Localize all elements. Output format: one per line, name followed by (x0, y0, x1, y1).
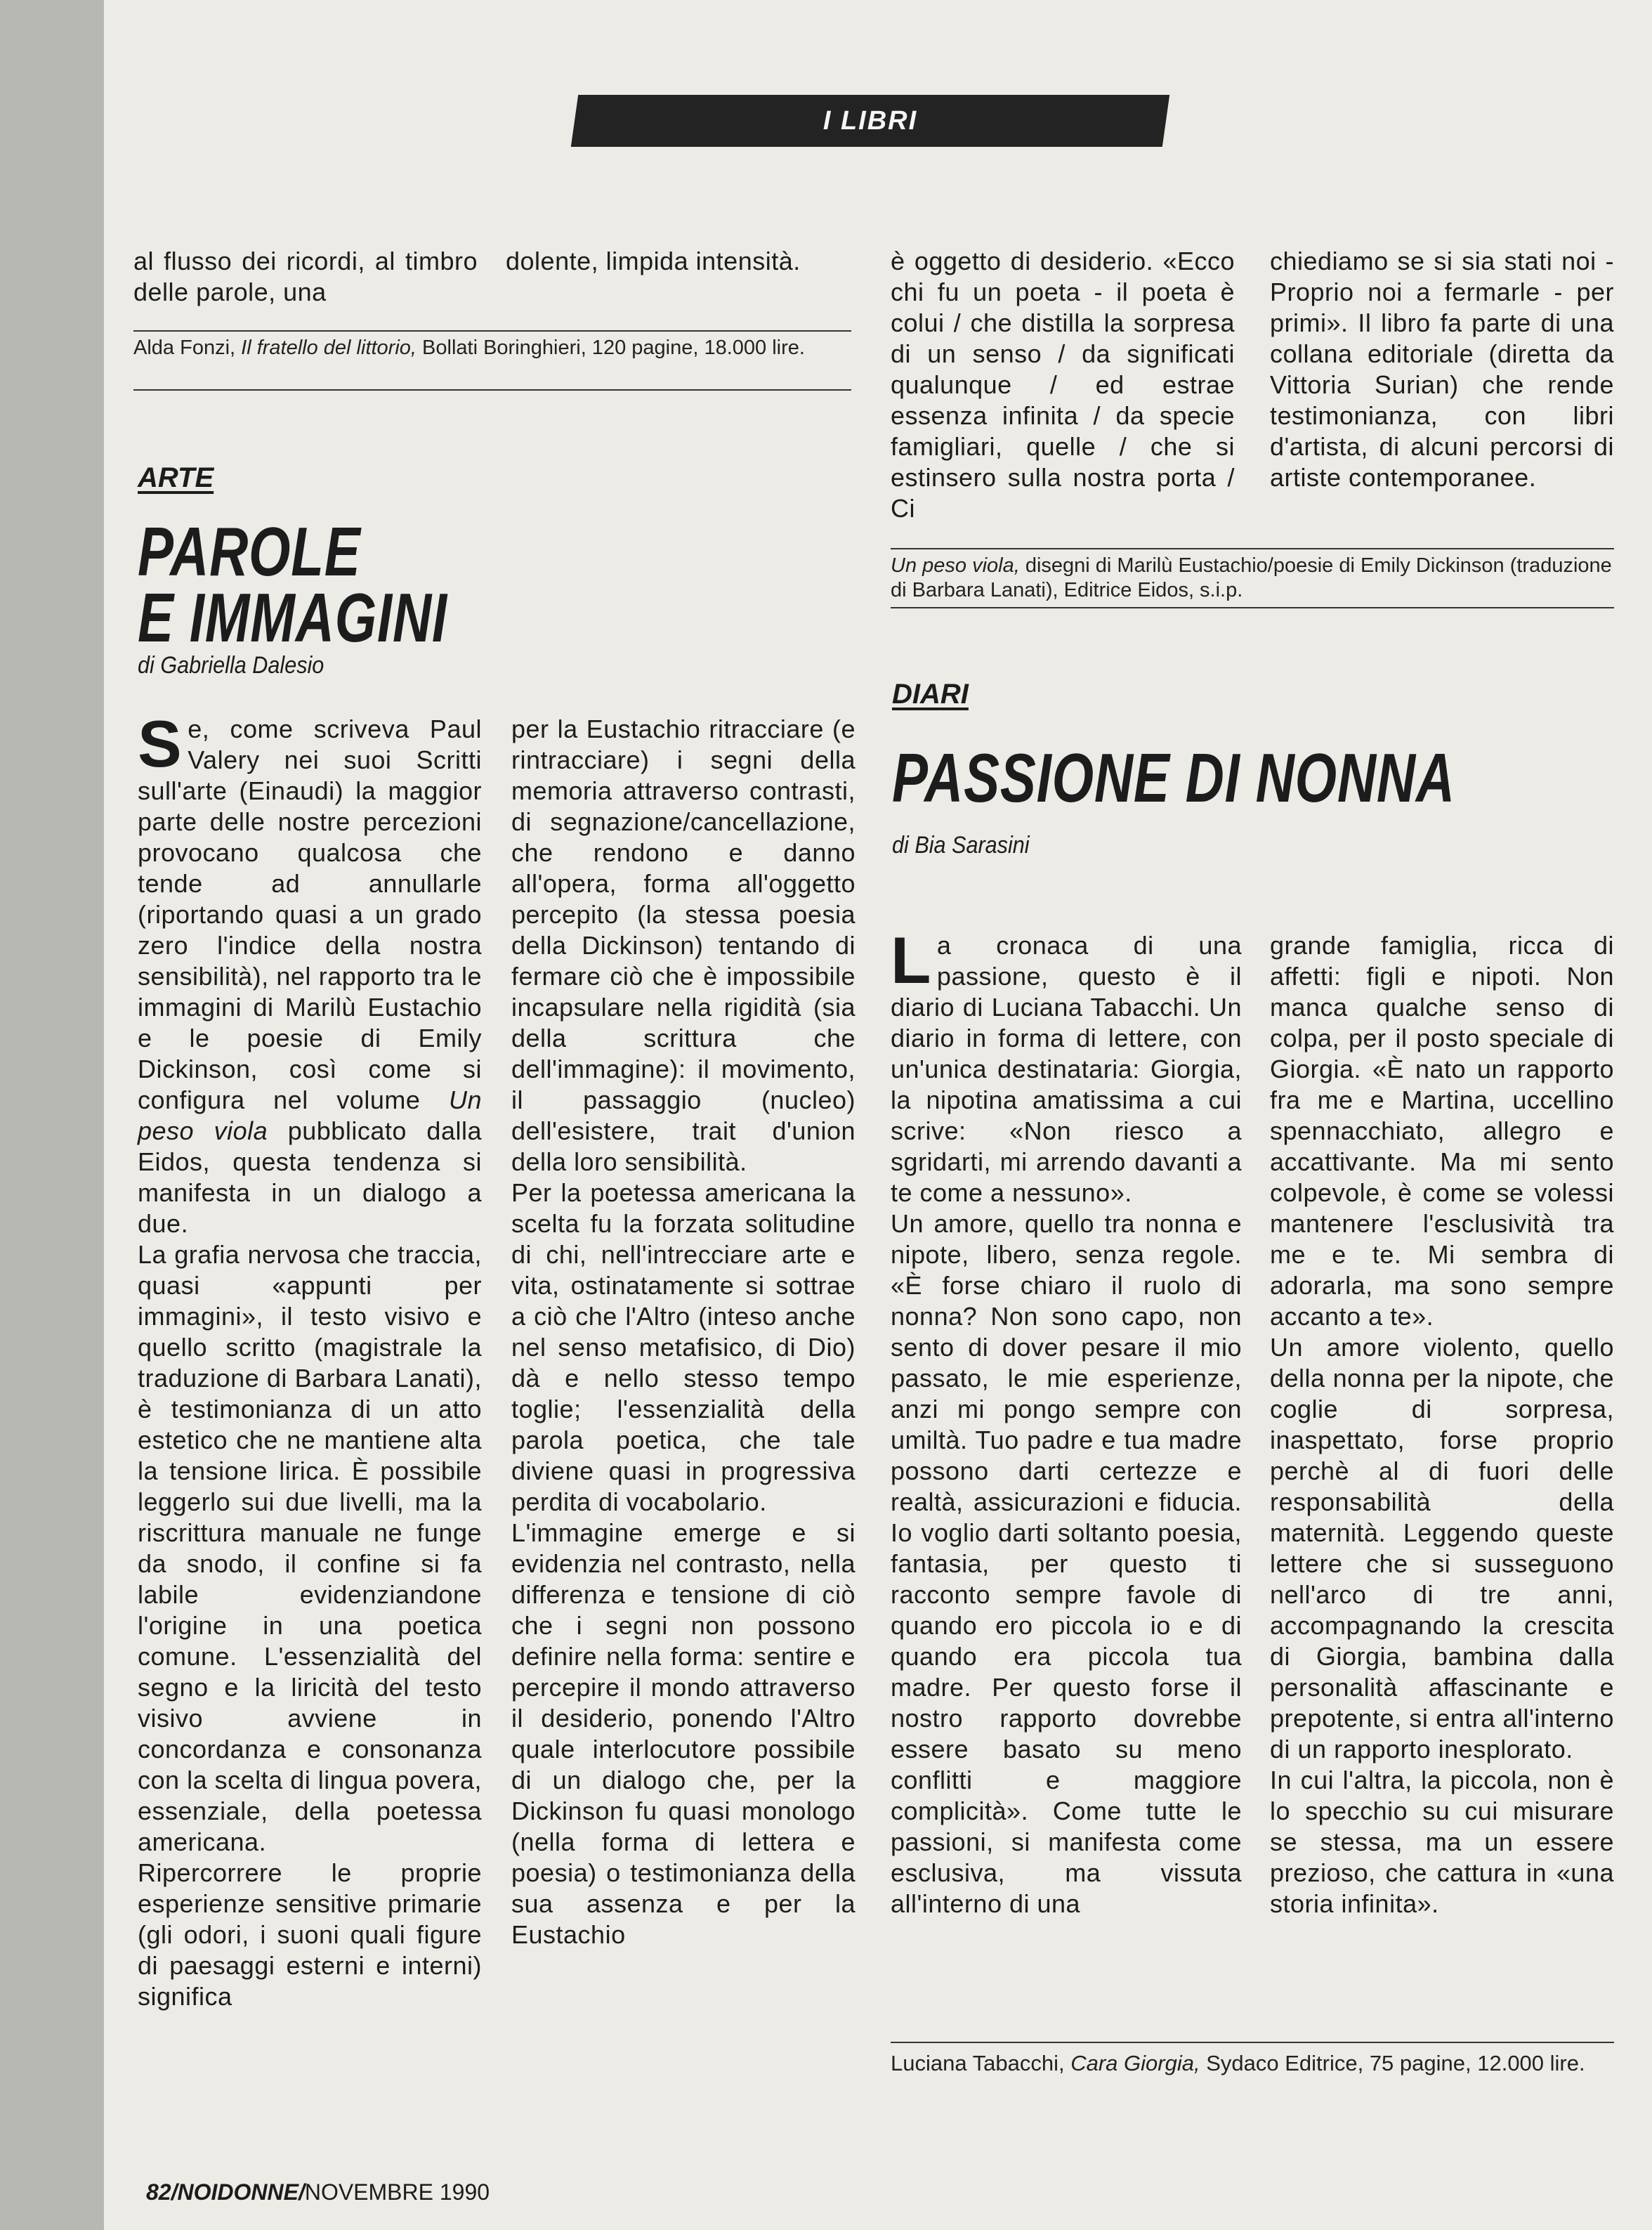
continued-text-col1 (133, 246, 478, 308)
continued-text-col4 (1270, 246, 1614, 493)
paragraph: Per la poetessa americana la scelta fu la forzata solitudine di chi, nell'intrecciare arte e vita, ostinatamente si sottrae a ciò che l'Altro (inteso anche nel senso metafisico, di Dio) dà e nello stesso tempo toglie; l'essenzialità della parola poetica, che tale diviene quasi in progressiva perdita di vocabolario. (511, 1178, 855, 1516)
book-reference: Alda Fonzi, Il fratello del littorio, Bollati Boringhieri, 120 pagine, 18.000 lire. (133, 337, 805, 359)
drop-cap: S (138, 707, 183, 781)
section-label-diari: DIARI (892, 679, 969, 710)
paragraph: grande famiglia, ricca di affetti: figli e nipoti. Non manca qualche senso di colpa, per il posto speciale di Giorgia. «È nato un rapporto fra me e Martina, uccellino spennacchiato, allegro e accattivante. Ma mi sento colpevole, è come se volessi mantenere l'esclusività tra me e te. Mi sembra di adorarla, ma sono sempre accanto a te». (1270, 931, 1614, 1331)
paragraph: Un amore, quello tra nonna e nipote, libero, senza regole. «È forse chiaro il ruolo di nonna? Non sono capo, non sento di dover pesare il mio passato, le mie esperienze, anzi mi pongo sempre con umiltà. Tuo padre e tua madre possono darti certezze e realtà, assicurazioni e fiducia. Io voglio darti soltanto poesia, fantasia, per questo ti racconto sempre favole di quando ero piccola io e di quando era piccola tua madre. Per questo forse il nostro rapporto dovrebbe essere basato su meno conflitti e maggiore complicità». Come tutte le passioni, si manifesta come esclusiva, ma vissuta all'interno di una (891, 1209, 1242, 1918)
article-title-diari: PASSIONE DI NONNA (892, 739, 1455, 816)
paragraph: Un amore violento, quello della nonna per la nipote, che coglie di sorpresa, inaspettato, forse proprio perchè al di fuori delle responsabilità della maternità. Leggendo queste lettere che si susseguono nell'arco di tre anni, accompagnando la crescita di Giorgia, bambina dalla personalità affascinante e prepotente, si entra all'interno di un rapporto inesplorato. (1270, 1333, 1614, 1763)
divider (133, 389, 851, 391)
section-label-arte: ARTE (138, 462, 214, 493)
paragraph: per la Eustachio ritracciare (e rintracciare) i segni della memoria attraverso contrasti, di segnazione/cancellazione, che rendono e danno all'opera, forma all'oggetto percepito (la stessa poesia della Dickinson) tentando di fermare ciò che è impossibile incapsulare nella rigidità (sia della scrittura che dell'immagine): il movimento, il passaggio (nucleo) dell'esistere, trait d'union della loro sensibilità. (511, 715, 855, 1176)
paragraph: La grafia nervosa che traccia, quasi «appunti per immagini», il testo visivo e quello scritto (magistrale la traduzione di Barbara Lanati), è testimonianza di un atto estetico che ne mantiene alta la tensione lirica. È possibile leggerlo sui due livelli, ma la riscrittura manuale ne funge da snodo, il confine si fa labile evidenziandone l'origine in una poetica comune. L'essenzialità del segno e la liricità del testo visivo avviene in concordanza e consonanza con la scelta di lingua povera, essenziale, della poetessa americana. (138, 1240, 482, 1856)
arte-column-2 (511, 714, 855, 1950)
book-reference: Un peso viola, disegni di Marilù Eustachio/poesie di Emily Dickinson (traduzione di Barbara Lanati), Editrice Eidos, s.i.p. (891, 554, 1612, 601)
paragraph: L'immagine emerge e si evidenzia nel contrasto, nella differenza e tensione di ciò che i segni non possono definire nella forma: sentire e percepire il mondo attraverso il desiderio, ponendo l'Altro quale interlocutore possibile di un dialogo che, per la Dickinson fu quasi monologo (nella forma di lettera e poesia) o testimonianza della sua assenza e per la Eustachio (511, 1518, 855, 1949)
continued-paragraph: è oggetto di desiderio. «Ecco chi fu un poeta - il poeta è colui / che distilla la sorpresa di un senso / da significati qualunque / ed estrae essenza infinita / da specie famigliari, quelle / che si estinsero sulla nostra porta / Ci (891, 247, 1235, 523)
arte-column-1 (138, 707, 482, 2012)
continued-text-col3 (891, 246, 1235, 524)
divider (891, 607, 1614, 608)
diari-column-2 (1270, 930, 1614, 1919)
paragraph: In cui l'altra, la piccola, non è lo specchio su cui misurare se stessa, ma un essere prezioso, che cattura in «una storia infinita». (1270, 1766, 1614, 1918)
paragraph: La cronaca di una passione, questo è il diario di Luciana Tabacchi. Un diario in forma di lettere, con un'unica destinataria: Giorgia, la nipotina amatissima a cui scrive: «Non riesco a sgridarti, mi arrendo davanti a te come a nessuno». (891, 923, 1242, 1207)
continued-paragraph: chiediamo se si sia stati noi - Proprio noi a fermarle - per primi». Il libro fa parte di una collana editoriale (diretta da Vittoria Surian) che rende testimonianza, con libri d'artista, di alcuni percorsi di artiste contemporanee. (1270, 247, 1614, 492)
paragraph: Ripercorrere le proprie esperienze sensitive primarie (gli odori, i suoni quali figure di paesaggi esterni e interni) significa (138, 1858, 482, 2011)
diari-column-1 (891, 923, 1242, 1919)
divider (133, 330, 851, 332)
divider (891, 548, 1614, 549)
section-banner-label: I LIBRI (822, 106, 918, 136)
byline-arte: di Gabriella Dalesio (138, 652, 324, 679)
book-reference: Luciana Tabacchi, Cara Giorgia, Sydaco Editrice, 75 pagine, 12.000 lire. (891, 2051, 1585, 2075)
page-gutter (0, 0, 104, 2230)
continued-paragraph: dolente, limpida intensità. (506, 247, 801, 275)
byline-diari: di Bia Sarasini (892, 832, 1030, 859)
divider (891, 2042, 1614, 2043)
article-title-arte: PAROLE E IMMAGINI (138, 513, 447, 656)
page-footer: 82/NOIDONNE/NOVEMBRE 1990 (146, 2179, 490, 2205)
drop-cap: L (891, 923, 931, 997)
continued-text-col2 (506, 246, 850, 277)
paragraph: Se, come scriveva Paul Valery nei suoi Scritti sull'arte (Einaudi) la maggior parte delle nostre percezioni provocano qualcosa che tende ad annullarle (riportando quasi a un grado zero l'indice della nostra sensibilità), nel rapporto tra le immagini di Marilù Eustachio e le poesie di Emily Dickinson, così come si configura nel volume Un peso viola pubblicato dalla Eidos, questa tendenza si manifesta in un dialogo a due. (138, 707, 482, 1238)
continued-paragraph: al flusso dei ricordi, al timbro delle parole, una (133, 247, 478, 306)
